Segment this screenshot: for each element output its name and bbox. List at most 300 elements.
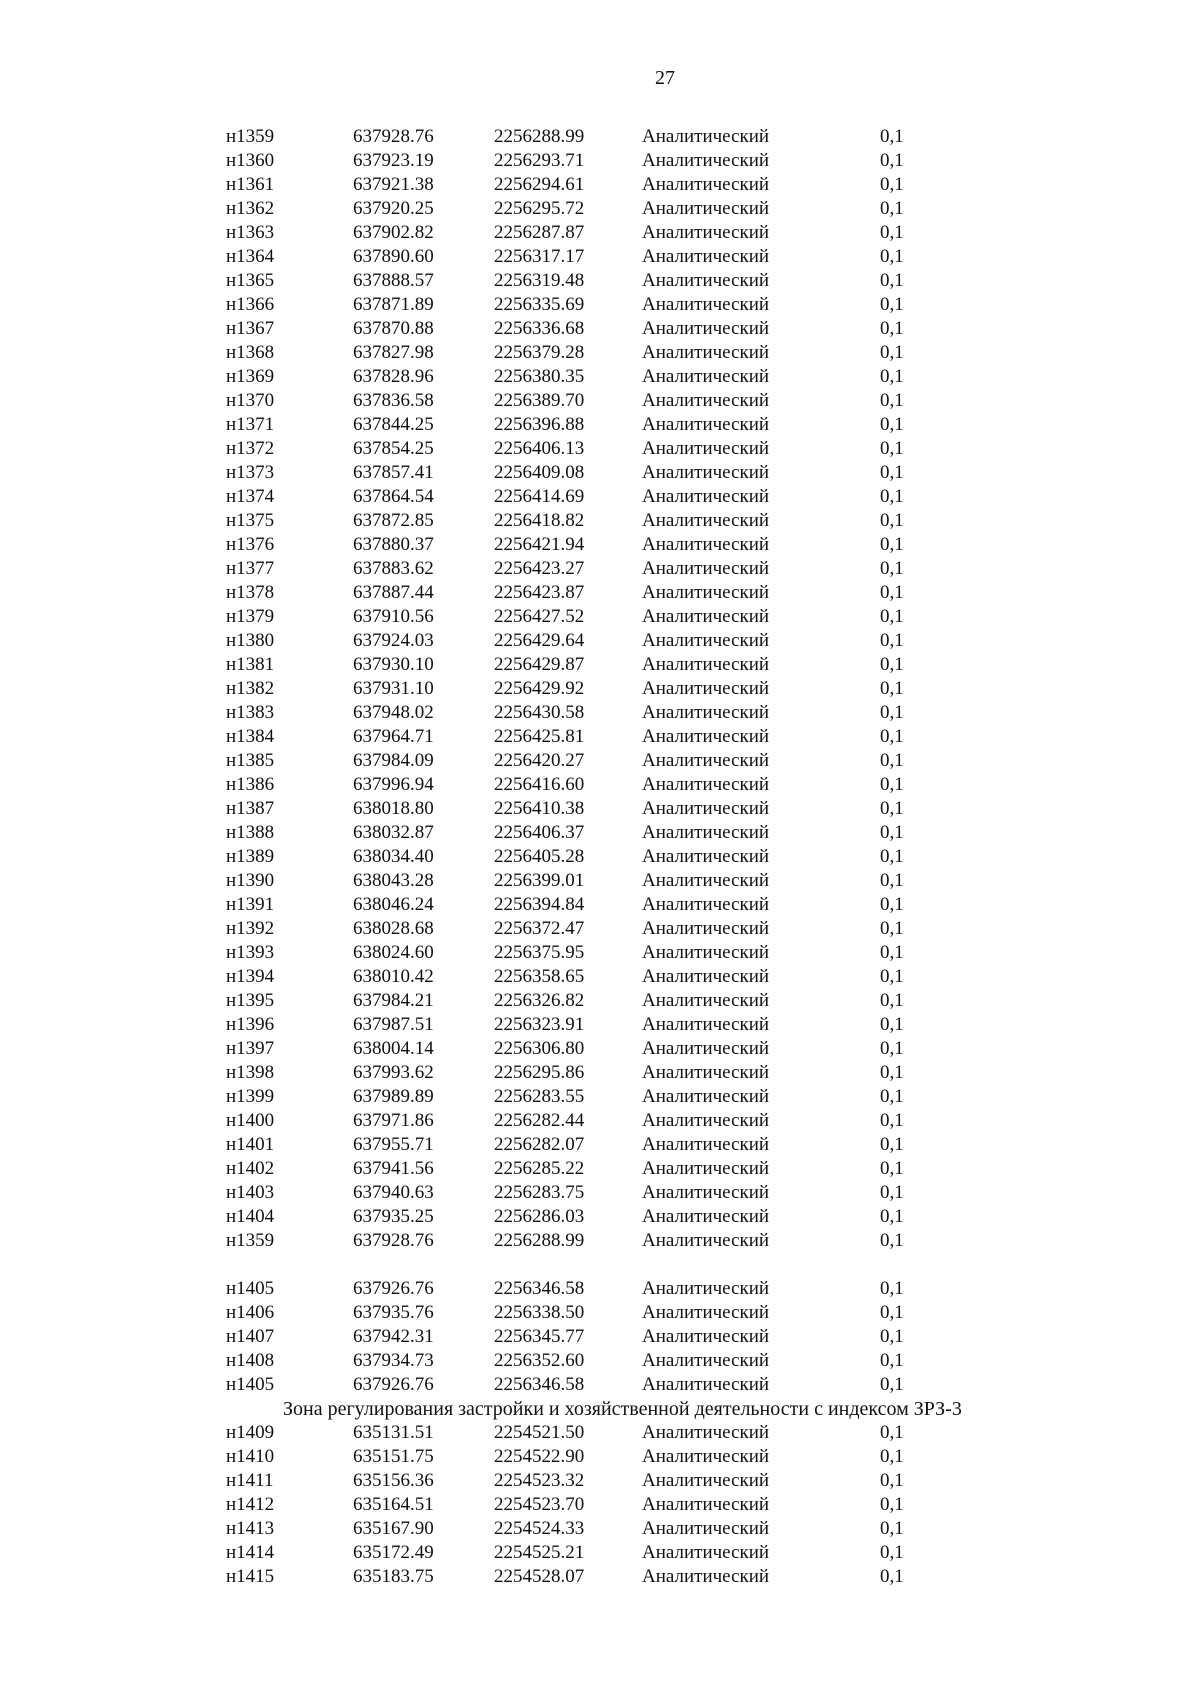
y-coordinate-cell: 2256283.55 — [494, 1086, 585, 1107]
table-row — [226, 605, 905, 629]
x-coordinate-cell: 638024.60 — [353, 942, 434, 963]
y-coordinate-cell: 2256286.03 — [494, 1206, 585, 1227]
method-cell: Аналитический — [642, 534, 770, 555]
point-id-cell: н1379 — [226, 606, 275, 627]
x-coordinate-cell: 635164.51 — [353, 1494, 434, 1515]
method-cell: Аналитический — [642, 414, 770, 435]
method-cell: Аналитический — [642, 702, 770, 723]
table-row — [226, 1565, 905, 1589]
accuracy-cell: 0,1 — [880, 1086, 904, 1107]
accuracy-cell: 0,1 — [880, 1110, 904, 1131]
x-coordinate-cell: 637880.37 — [353, 534, 434, 555]
x-coordinate-cell: 638032.87 — [353, 822, 434, 843]
table-row — [226, 293, 905, 317]
table-row — [226, 389, 905, 413]
point-id-cell: н1412 — [226, 1494, 275, 1515]
y-coordinate-cell: 2256394.84 — [494, 894, 585, 915]
accuracy-cell: 0,1 — [880, 174, 904, 195]
accuracy-cell: 0,1 — [880, 966, 904, 987]
accuracy-cell: 0,1 — [880, 294, 904, 315]
table-row — [226, 125, 905, 149]
y-coordinate-cell: 2254525.21 — [494, 1542, 585, 1563]
x-coordinate-cell: 635151.75 — [353, 1446, 434, 1467]
y-coordinate-cell: 2256295.72 — [494, 198, 585, 219]
point-id-cell: н1374 — [226, 486, 275, 507]
y-coordinate-cell: 2256405.28 — [494, 846, 585, 867]
accuracy-cell: 0,1 — [880, 654, 904, 675]
table-row — [226, 485, 905, 509]
point-id-cell: н1363 — [226, 222, 275, 243]
y-coordinate-cell: 2256288.99 — [494, 1230, 585, 1251]
point-id-cell: н1372 — [226, 438, 275, 459]
x-coordinate-cell: 637940.63 — [353, 1182, 434, 1203]
accuracy-cell: 0,1 — [880, 1038, 904, 1059]
accuracy-cell: 0,1 — [880, 1374, 904, 1395]
accuracy-cell: 0,1 — [880, 198, 904, 219]
x-coordinate-cell: 637887.44 — [353, 582, 434, 603]
x-coordinate-cell: 637984.09 — [353, 750, 434, 771]
point-id-cell: н1393 — [226, 942, 275, 963]
method-cell: Аналитический — [642, 1494, 770, 1515]
y-coordinate-cell: 2256338.50 — [494, 1302, 585, 1323]
y-coordinate-cell: 2256323.91 — [494, 1014, 585, 1035]
point-id-cell: н1380 — [226, 630, 275, 651]
y-coordinate-cell: 2256346.58 — [494, 1278, 585, 1299]
table-row — [226, 917, 905, 941]
table-row — [226, 893, 905, 917]
method-cell: Аналитический — [642, 510, 770, 531]
accuracy-cell: 0,1 — [880, 1494, 904, 1515]
table-row — [226, 1349, 905, 1373]
method-cell: Аналитический — [642, 606, 770, 627]
point-id-cell: н1390 — [226, 870, 275, 891]
y-coordinate-cell: 2256317.17 — [494, 246, 585, 267]
accuracy-cell: 0,1 — [880, 1566, 904, 1587]
method-cell: Аналитический — [642, 1446, 770, 1467]
method-cell: Аналитический — [642, 1302, 770, 1323]
point-id-cell: н1405 — [226, 1374, 275, 1395]
method-cell: Аналитический — [642, 270, 770, 291]
x-coordinate-cell: 637989.89 — [353, 1086, 434, 1107]
y-coordinate-cell: 2256372.47 — [494, 918, 585, 939]
accuracy-cell: 0,1 — [880, 774, 904, 795]
accuracy-cell: 0,1 — [880, 582, 904, 603]
table-row — [226, 1085, 905, 1109]
accuracy-cell: 0,1 — [880, 1230, 904, 1251]
table-row — [226, 869, 905, 893]
accuracy-cell: 0,1 — [880, 1350, 904, 1371]
method-cell: Аналитический — [642, 798, 770, 819]
x-coordinate-cell: 635183.75 — [353, 1566, 434, 1587]
point-id-cell: н1360 — [226, 150, 275, 171]
table-row — [226, 221, 905, 245]
x-coordinate-cell: 635156.36 — [353, 1470, 434, 1491]
point-id-cell: н1395 — [226, 990, 275, 1011]
x-coordinate-cell: 635172.49 — [353, 1542, 434, 1563]
accuracy-cell: 0,1 — [880, 390, 904, 411]
method-cell: Аналитический — [642, 966, 770, 987]
x-coordinate-cell: 637857.41 — [353, 462, 434, 483]
x-coordinate-cell: 637864.54 — [353, 486, 434, 507]
table-row — [226, 629, 905, 653]
method-cell: Аналитический — [642, 1206, 770, 1227]
table-row — [226, 365, 905, 389]
x-coordinate-cell: 637921.38 — [353, 174, 434, 195]
method-cell: Аналитический — [642, 486, 770, 507]
y-coordinate-cell: 2256282.44 — [494, 1110, 585, 1131]
x-coordinate-cell: 637935.76 — [353, 1302, 434, 1323]
table-row — [226, 1013, 905, 1037]
method-cell: Аналитический — [642, 1374, 770, 1395]
accuracy-cell: 0,1 — [880, 438, 904, 459]
accuracy-cell: 0,1 — [880, 750, 904, 771]
accuracy-cell: 0,1 — [880, 630, 904, 651]
table-row — [226, 701, 905, 725]
y-coordinate-cell: 2254523.32 — [494, 1470, 585, 1491]
accuracy-cell: 0,1 — [880, 822, 904, 843]
y-coordinate-cell: 2256283.75 — [494, 1182, 585, 1203]
method-cell: Аналитический — [642, 846, 770, 867]
method-cell: Аналитический — [642, 1134, 770, 1155]
method-cell: Аналитический — [642, 1278, 770, 1299]
point-id-cell: н1403 — [226, 1182, 275, 1203]
point-id-cell: н1410 — [226, 1446, 275, 1467]
y-coordinate-cell: 2256288.99 — [494, 126, 585, 147]
method-cell: Аналитический — [642, 150, 770, 171]
x-coordinate-cell: 637836.58 — [353, 390, 434, 411]
table-row — [226, 557, 905, 581]
point-id-cell: н1367 — [226, 318, 275, 339]
x-coordinate-cell: 637993.62 — [353, 1062, 434, 1083]
method-cell: Аналитический — [642, 918, 770, 939]
y-coordinate-cell: 2256352.60 — [494, 1350, 585, 1371]
accuracy-cell: 0,1 — [880, 558, 904, 579]
point-id-cell: н1385 — [226, 750, 275, 771]
accuracy-cell: 0,1 — [880, 1542, 904, 1563]
x-coordinate-cell: 635131.51 — [353, 1422, 434, 1443]
point-id-cell: н1382 — [226, 678, 275, 699]
table-row — [226, 1229, 905, 1253]
accuracy-cell: 0,1 — [880, 1326, 904, 1347]
method-cell: Аналитический — [642, 870, 770, 891]
accuracy-cell: 0,1 — [880, 606, 904, 627]
y-coordinate-cell: 2256429.87 — [494, 654, 585, 675]
x-coordinate-cell: 637928.76 — [353, 1230, 434, 1251]
table-row — [226, 941, 905, 965]
point-id-cell: н1373 — [226, 462, 275, 483]
y-coordinate-cell: 2254522.90 — [494, 1446, 585, 1467]
x-coordinate-cell: 638046.24 — [353, 894, 434, 915]
table-row — [226, 1517, 905, 1541]
accuracy-cell: 0,1 — [880, 1206, 904, 1227]
y-coordinate-cell: 2256421.94 — [494, 534, 585, 555]
y-coordinate-cell: 2256336.68 — [494, 318, 585, 339]
y-coordinate-cell: 2256319.48 — [494, 270, 585, 291]
method-cell: Аналитический — [642, 294, 770, 315]
accuracy-cell: 0,1 — [880, 1422, 904, 1443]
method-cell: Аналитический — [642, 1158, 770, 1179]
accuracy-cell: 0,1 — [880, 246, 904, 267]
point-id-cell: н1365 — [226, 270, 275, 291]
y-coordinate-cell: 2256420.27 — [494, 750, 585, 771]
x-coordinate-cell: 637948.02 — [353, 702, 434, 723]
x-coordinate-cell: 637844.25 — [353, 414, 434, 435]
y-coordinate-cell: 2256335.69 — [494, 294, 585, 315]
x-coordinate-cell: 637984.21 — [353, 990, 434, 1011]
x-coordinate-cell: 638028.68 — [353, 918, 434, 939]
table-row — [226, 1109, 905, 1133]
method-cell: Аналитический — [642, 1518, 770, 1539]
x-coordinate-cell: 637828.96 — [353, 366, 434, 387]
accuracy-cell: 0,1 — [880, 702, 904, 723]
y-coordinate-cell: 2256429.92 — [494, 678, 585, 699]
x-coordinate-cell: 637931.10 — [353, 678, 434, 699]
accuracy-cell: 0,1 — [880, 486, 904, 507]
point-id-cell: н1399 — [226, 1086, 275, 1107]
point-id-cell: н1359 — [226, 1230, 275, 1251]
table-row — [226, 1205, 905, 1229]
table-row — [226, 845, 905, 869]
accuracy-cell: 0,1 — [880, 1182, 904, 1203]
table-row — [226, 1421, 905, 1445]
accuracy-cell: 0,1 — [880, 678, 904, 699]
accuracy-cell: 0,1 — [880, 942, 904, 963]
accuracy-cell: 0,1 — [880, 1302, 904, 1323]
point-id-cell: н1378 — [226, 582, 275, 603]
method-cell: Аналитический — [642, 774, 770, 795]
y-coordinate-cell: 2256396.88 — [494, 414, 585, 435]
point-id-cell: н1366 — [226, 294, 275, 315]
y-coordinate-cell: 2256345.77 — [494, 1326, 585, 1347]
table-row — [226, 533, 905, 557]
point-id-cell: н1389 — [226, 846, 275, 867]
method-cell: Аналитический — [642, 1086, 770, 1107]
accuracy-cell: 0,1 — [880, 990, 904, 1011]
method-cell: Аналитический — [642, 126, 770, 147]
table-row — [226, 1373, 905, 1397]
zone-heading: Зона регулирования застройки и хозяйственной деятельности с индексом ЗРЗ-3 — [283, 1398, 962, 1420]
point-id-cell: н1377 — [226, 558, 275, 579]
accuracy-cell: 0,1 — [880, 1062, 904, 1083]
point-id-cell: н1401 — [226, 1134, 275, 1155]
point-id-cell: н1375 — [226, 510, 275, 531]
y-coordinate-cell: 2256418.82 — [494, 510, 585, 531]
method-cell: Аналитический — [642, 462, 770, 483]
accuracy-cell: 0,1 — [880, 726, 904, 747]
accuracy-cell: 0,1 — [880, 510, 904, 531]
page-number: 27 — [655, 67, 675, 89]
table-row — [226, 821, 905, 845]
y-coordinate-cell: 2256375.95 — [494, 942, 585, 963]
table-row — [226, 653, 905, 677]
point-id-cell: н1405 — [226, 1278, 275, 1299]
accuracy-cell: 0,1 — [880, 270, 904, 291]
accuracy-cell: 0,1 — [880, 1446, 904, 1467]
y-coordinate-cell: 2256399.01 — [494, 870, 585, 891]
x-coordinate-cell: 637923.19 — [353, 150, 434, 171]
table-row — [226, 1277, 905, 1301]
method-cell: Аналитический — [642, 1470, 770, 1491]
method-cell: Аналитический — [642, 342, 770, 363]
method-cell: Аналитический — [642, 630, 770, 651]
y-coordinate-cell: 2256425.81 — [494, 726, 585, 747]
table-row — [226, 149, 905, 173]
y-coordinate-cell: 2256389.70 — [494, 390, 585, 411]
method-cell: Аналитический — [642, 1542, 770, 1563]
method-cell: Аналитический — [642, 222, 770, 243]
y-coordinate-cell: 2256285.22 — [494, 1158, 585, 1179]
method-cell: Аналитический — [642, 1350, 770, 1371]
point-id-cell: н1397 — [226, 1038, 275, 1059]
y-coordinate-cell: 2256406.13 — [494, 438, 585, 459]
table-row — [226, 1541, 905, 1565]
x-coordinate-cell: 637926.76 — [353, 1374, 434, 1395]
x-coordinate-cell: 638010.42 — [353, 966, 434, 987]
x-coordinate-cell: 637871.89 — [353, 294, 434, 315]
accuracy-cell: 0,1 — [880, 318, 904, 339]
accuracy-cell: 0,1 — [880, 870, 904, 891]
x-coordinate-cell: 637920.25 — [353, 198, 434, 219]
method-cell: Аналитический — [642, 558, 770, 579]
point-id-cell: н1413 — [226, 1518, 275, 1539]
y-coordinate-cell: 2256406.37 — [494, 822, 585, 843]
table-row — [226, 725, 905, 749]
y-coordinate-cell: 2256414.69 — [494, 486, 585, 507]
accuracy-cell: 0,1 — [880, 150, 904, 171]
point-id-cell: н1384 — [226, 726, 275, 747]
method-cell: Аналитический — [642, 726, 770, 747]
x-coordinate-cell: 637870.88 — [353, 318, 434, 339]
method-cell: Аналитический — [642, 246, 770, 267]
accuracy-cell: 0,1 — [880, 366, 904, 387]
y-coordinate-cell: 2256379.28 — [494, 342, 585, 363]
point-id-cell: н1415 — [226, 1566, 275, 1587]
y-coordinate-cell: 2256416.60 — [494, 774, 585, 795]
point-id-cell: н1398 — [226, 1062, 275, 1083]
method-cell: Аналитический — [642, 198, 770, 219]
table-row — [226, 1037, 905, 1061]
point-id-cell: н1414 — [226, 1542, 275, 1563]
x-coordinate-cell: 637890.60 — [353, 246, 434, 267]
x-coordinate-cell: 637872.85 — [353, 510, 434, 531]
table-row — [226, 677, 905, 701]
x-coordinate-cell: 637987.51 — [353, 1014, 434, 1035]
table-row — [226, 341, 905, 365]
table-row — [226, 461, 905, 485]
table-row — [226, 773, 905, 797]
point-id-cell: н1409 — [226, 1422, 275, 1443]
y-coordinate-cell: 2256295.86 — [494, 1062, 585, 1083]
x-coordinate-cell: 637942.31 — [353, 1326, 434, 1347]
point-id-cell: н1408 — [226, 1350, 275, 1371]
table-row — [226, 749, 905, 773]
x-coordinate-cell: 637971.86 — [353, 1110, 434, 1131]
y-coordinate-cell: 2254523.70 — [494, 1494, 585, 1515]
y-coordinate-cell: 2256410.38 — [494, 798, 585, 819]
x-coordinate-cell: 638043.28 — [353, 870, 434, 891]
point-id-cell: н1361 — [226, 174, 275, 195]
point-id-cell: н1404 — [226, 1206, 275, 1227]
table-row — [226, 1133, 905, 1157]
point-id-cell: н1402 — [226, 1158, 275, 1179]
point-id-cell: н1359 — [226, 126, 275, 147]
method-cell: Аналитический — [642, 1566, 770, 1587]
table-row — [226, 197, 905, 221]
x-coordinate-cell: 635167.90 — [353, 1518, 434, 1539]
method-cell: Аналитический — [642, 822, 770, 843]
y-coordinate-cell: 2256306.80 — [494, 1038, 585, 1059]
point-id-cell: н1386 — [226, 774, 275, 795]
method-cell: Аналитический — [642, 1014, 770, 1035]
accuracy-cell: 0,1 — [880, 414, 904, 435]
y-coordinate-cell: 2256423.27 — [494, 558, 585, 579]
point-id-cell: н1381 — [226, 654, 275, 675]
method-cell: Аналитический — [642, 1422, 770, 1443]
method-cell: Аналитический — [642, 654, 770, 675]
accuracy-cell: 0,1 — [880, 1158, 904, 1179]
y-coordinate-cell: 2254524.33 — [494, 1518, 585, 1539]
y-coordinate-cell: 2256346.58 — [494, 1374, 585, 1395]
x-coordinate-cell: 637888.57 — [353, 270, 434, 291]
y-coordinate-cell: 2256380.35 — [494, 366, 585, 387]
table-row — [226, 1325, 905, 1349]
method-cell: Аналитический — [642, 1182, 770, 1203]
accuracy-cell: 0,1 — [880, 222, 904, 243]
accuracy-cell: 0,1 — [880, 1518, 904, 1539]
method-cell: Аналитический — [642, 1038, 770, 1059]
accuracy-cell: 0,1 — [880, 342, 904, 363]
table-row — [226, 1157, 905, 1181]
method-cell: Аналитический — [642, 750, 770, 771]
method-cell: Аналитический — [642, 390, 770, 411]
x-coordinate-cell: 638004.14 — [353, 1038, 434, 1059]
x-coordinate-cell: 637964.71 — [353, 726, 434, 747]
point-id-cell: н1394 — [226, 966, 275, 987]
table-row — [226, 317, 905, 341]
y-coordinate-cell: 2256409.08 — [494, 462, 585, 483]
method-cell: Аналитический — [642, 1326, 770, 1347]
point-id-cell: н1362 — [226, 198, 275, 219]
point-id-cell: н1406 — [226, 1302, 275, 1323]
point-id-cell: н1369 — [226, 366, 275, 387]
accuracy-cell: 0,1 — [880, 918, 904, 939]
x-coordinate-cell: 637902.82 — [353, 222, 434, 243]
table-row — [226, 989, 905, 1013]
method-cell: Аналитический — [642, 318, 770, 339]
x-coordinate-cell: 637910.56 — [353, 606, 434, 627]
accuracy-cell: 0,1 — [880, 1470, 904, 1491]
x-coordinate-cell: 637883.62 — [353, 558, 434, 579]
y-coordinate-cell: 2256429.64 — [494, 630, 585, 651]
table-row — [226, 797, 905, 821]
x-coordinate-cell: 637854.25 — [353, 438, 434, 459]
table-row — [226, 965, 905, 989]
accuracy-cell: 0,1 — [880, 126, 904, 147]
method-cell: Аналитический — [642, 942, 770, 963]
accuracy-cell: 0,1 — [880, 894, 904, 915]
point-id-cell: н1364 — [226, 246, 275, 267]
point-id-cell: н1388 — [226, 822, 275, 843]
method-cell: Аналитический — [642, 894, 770, 915]
table-row — [226, 509, 905, 533]
accuracy-cell: 0,1 — [880, 1278, 904, 1299]
y-coordinate-cell: 2254528.07 — [494, 1566, 585, 1587]
coordinates-table — [226, 125, 962, 1589]
point-id-cell: н1396 — [226, 1014, 275, 1035]
table-row — [226, 581, 905, 605]
y-coordinate-cell: 2256294.61 — [494, 174, 585, 195]
point-id-cell: н1391 — [226, 894, 275, 915]
